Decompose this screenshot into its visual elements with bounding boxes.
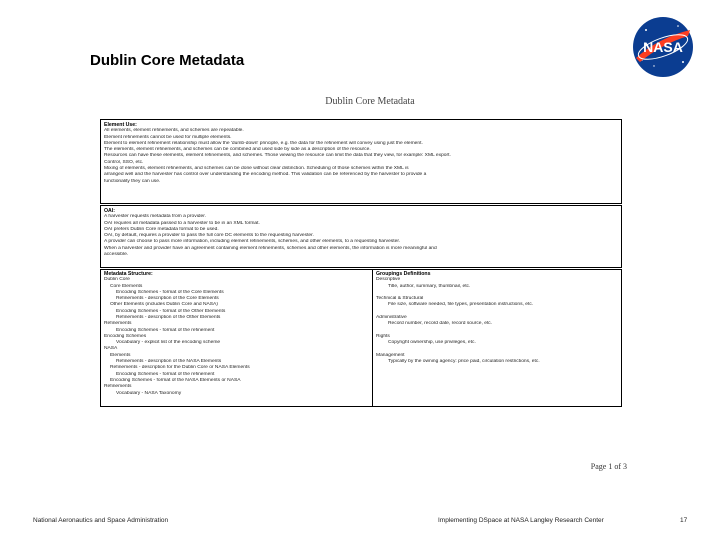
text-line: OAI prefers Dublin Core metadata format to be used. (104, 226, 219, 232)
text-line: Core Elements (110, 283, 143, 289)
text-line: Refinements - description of the NASA Elements (116, 359, 222, 365)
text-line: When a harvester and provider have an agreement containing element refinements, schemes and other elements, the information is more meaningful and (104, 245, 437, 251)
text-line: Vocabulary - NASA Taxonomy (116, 390, 182, 396)
text-line: OAI requires all metadata passed to a harvester to be in an XML format. (104, 220, 260, 226)
text-line: Vocabulary - explicit list of the encoding scheme (116, 340, 221, 346)
text-line: Mixing of elements, element refinements, and schemes can be done without clear distinction. Scheduling of those schemes within the XML is (104, 165, 409, 171)
text-line: Element refinements cannot be used for multiple elements. (104, 134, 232, 140)
structure-section (100, 269, 622, 407)
text-line: Control, SSO, etc. (104, 159, 144, 165)
text-line: Technical & Structural (376, 296, 424, 302)
footer-presentation-title: Implementing DSpace at NASA Langley Research Center (438, 517, 604, 524)
text-line: Refinements (104, 384, 132, 390)
text-line: Encoding Schemes - format of the Other Elements (116, 308, 226, 314)
oai-section (100, 205, 622, 268)
text-line: Title, author, summary, thumbnail, etc. (388, 283, 471, 289)
text-line: Dublin Core (104, 277, 130, 283)
element-use-heading: Element Use: (104, 122, 137, 128)
text-line: Administrative (376, 314, 407, 320)
text-line: Resources can have these elements, element refinements, and schemes. Those viewing the resource can limit the data that they view, for example: XML export. (104, 153, 451, 159)
text-line: Copyright ownership, use privileges, etc. (388, 340, 476, 346)
slide-number: 17 (680, 517, 688, 524)
text-line: Elements (110, 352, 131, 358)
text-line: Refinements - description of the Core Elements (116, 296, 219, 302)
text-line: Encoding Schemes - format of the refinement (116, 327, 215, 333)
text-line: Encoding Schemes - format of the Core Elements (116, 289, 224, 295)
oai-heading: OAI: (104, 208, 115, 214)
text-line: Record number, record date, record source, etc. (388, 321, 493, 327)
text-line: OAI, by default, requires a provider to pass the full core DC elements to the requesting harvester. (104, 233, 314, 239)
metadata-structure-heading: Metadata Structure: (104, 271, 153, 277)
document-title: Dublin Core Metadata (325, 96, 415, 107)
text-line: arranged well and the harvester has control over understanding the encoding method. This validation can be referenced by the harvester to provide a (104, 172, 427, 178)
nasa-meatball-logo (632, 16, 694, 78)
text-line: Encoding Schemes - format of the refinement (116, 371, 215, 377)
text-line: File size, software needed, file types, presentation instructions, etc. (388, 302, 534, 308)
text-line: Descriptive (376, 277, 401, 283)
text-line: Refinements (104, 321, 132, 327)
slide-title: Dublin Core Metadata (90, 52, 245, 69)
text-line: Other Elements (includes Dublin Core and NASA) (110, 302, 218, 308)
text-line: Refinements - description for the Dublin Core or NASA Elements (110, 365, 250, 371)
text-line: The elements, element refinements, and schemes can be combined and used side by side as a description of the resource. (104, 147, 371, 153)
element-use-section (100, 119, 622, 204)
groupings-column (373, 270, 621, 406)
page-indicator: Page 1 of 3 (590, 462, 627, 471)
text-line: Typically by the owning agency: price paid, circulation restrictions, etc. (388, 359, 540, 365)
text-line: Encoding Schemes (104, 333, 147, 339)
text-line: A harvester requests metadata from a provider. (104, 214, 206, 220)
text-line: Encoding Schemes - format of the NASA Elements or NASA (110, 377, 241, 383)
footer-organization: National Aeronautics and Space Administration (33, 517, 169, 524)
metadata-structure-column (101, 270, 373, 406)
text-line: NASA (104, 346, 118, 352)
text-line: functionality they can use. (104, 178, 161, 184)
text-line: Refinements - description of the Other Elements (116, 314, 221, 320)
text-line: A provider can choose to pass more information, including element refinements, schemes, and other elements, to a requesting harvester. (104, 239, 401, 245)
text-line: Management (376, 352, 405, 358)
text-line: All elements, element refinements, and schemes are repeatable. (104, 128, 244, 134)
text-line: accessible. (104, 251, 129, 257)
text-line: Element to element refinement relationship must allow the 'dumb-down' principle, e.g. the data for the refinement will convey using just the element. (104, 140, 423, 146)
nasa-logo-text: NASA (643, 39, 683, 55)
groupings-heading: Groupings Definitions (376, 271, 431, 277)
text-line: Rights (376, 333, 390, 339)
